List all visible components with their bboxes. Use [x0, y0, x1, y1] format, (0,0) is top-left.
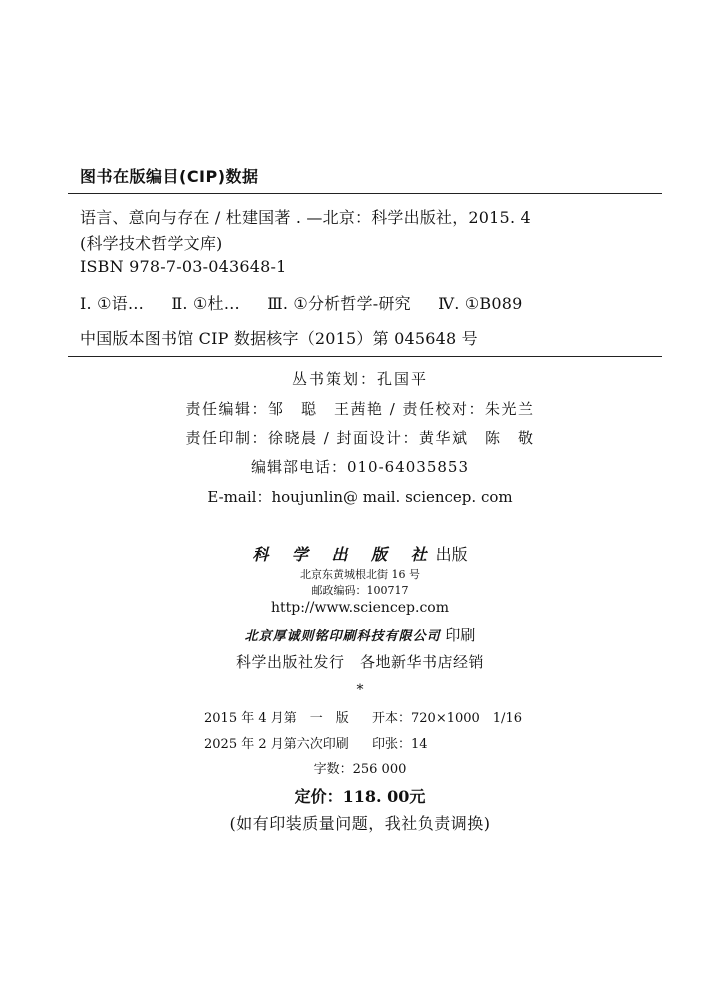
- distribution-line: 科学出版社发行 各地新华书店经销: [235, 653, 484, 671]
- price: 定价：118. 00元: [294, 787, 426, 806]
- publisher-line: [0, 542, 720, 565]
- editorial-phone: 编辑部电话：010-64035853: [250, 458, 470, 476]
- responsible-editors: 责任编辑：邹 聪 王茜艳 / 责任校对：朱光兰: [185, 400, 535, 418]
- print-info-row-2: [204, 733, 428, 752]
- editorial-email: E-mail：houjunlin@ mail. sciencep. com: [207, 488, 513, 506]
- cip-series-line: (科学技术哲学文库): [80, 234, 223, 253]
- publisher-postal-code: 邮政编码：100717: [311, 584, 409, 597]
- cip-classification: [80, 291, 545, 314]
- sheets: 印张：14: [372, 737, 428, 752]
- printer-action: 印刷: [445, 626, 476, 644]
- quality-notice: (如有印装质量问题，我社负责调换): [229, 814, 491, 833]
- printer-line: [0, 624, 720, 645]
- publisher-action: 出版: [435, 545, 468, 564]
- publisher-url: http://www.sciencep.com: [270, 600, 449, 616]
- print-info-row-1: [204, 707, 522, 726]
- classification-item: Ⅲ. ①分析哲学-研究: [267, 294, 411, 313]
- word-count: 字数：256 000: [313, 762, 407, 777]
- format: 开本：720×1000 1/16: [372, 711, 522, 726]
- series-planner: 丛书策划：孔国平: [291, 370, 428, 388]
- publisher-name: 科 学 出 版 社: [252, 545, 436, 564]
- printer-name: 北京厚诚则铭印刷科技有限公司: [244, 629, 441, 644]
- separator-asterisk: *: [356, 682, 364, 698]
- cip-top-rule: [68, 193, 662, 194]
- reprint: 2025 年 2 月第六次印刷: [204, 737, 349, 752]
- cip-bottom-rule: [68, 356, 662, 357]
- cip-isbn: ISBN 978-7-03-043648-1: [80, 257, 287, 276]
- production-credits: 责任印制：徐晓晨 / 封面设计：黄华斌 陈 敬: [185, 429, 535, 447]
- cip-heading: 图书在版编目(CIP)数据: [80, 167, 259, 186]
- cip-number: 中国版本图书馆 CIP 数据核字（2015）第 045648 号: [80, 329, 478, 348]
- cip-title-author-line: 语言、意向与存在 / 杜建国著 . —北京：科学出版社，2015. 4: [80, 208, 531, 227]
- classification-item: Ⅱ. ①杜…: [171, 294, 240, 313]
- publisher-address: 北京东黄城根北街 16 号: [300, 568, 420, 581]
- classification-item: Ⅳ. ①B089: [438, 294, 523, 313]
- first-edition: 2015 年 4 月第 一 版: [204, 711, 349, 726]
- classification-item: Ⅰ. ①语…: [80, 294, 145, 313]
